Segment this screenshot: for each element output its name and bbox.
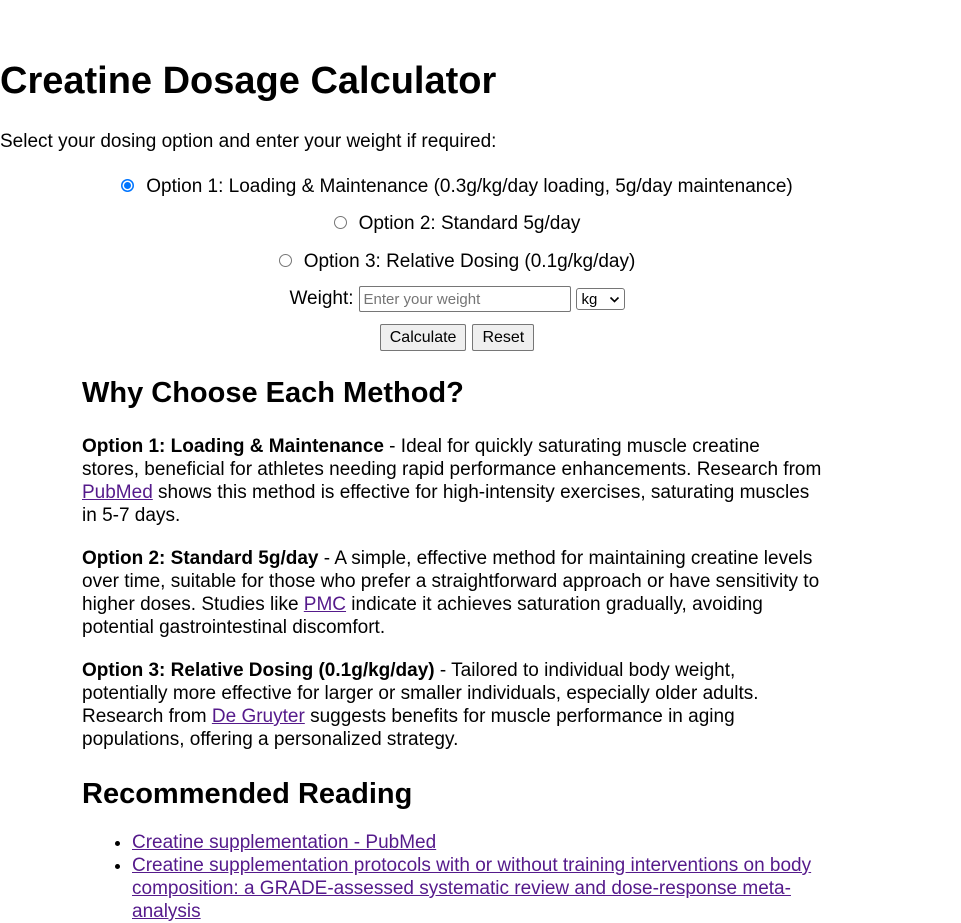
method-option-2-title: Option 2: Standard 5g/day — [82, 548, 319, 569]
weight-label: Weight: — [289, 288, 354, 309]
reading-list — [82, 831, 822, 923]
reading-link-2[interactable]: Creatine supplementation protocols with or without training interventions on body composition: a GRADE-assessed systematic review and dose-response meta-analysis — [132, 855, 812, 922]
page-title: Creatine Dosage Calculator — [0, 60, 497, 102]
method-option-3-title: Option 3: Relative Dosing (0.1g/kg/day) — [82, 660, 435, 681]
option-1-label: Option 1: Loading & Maintenance (0.3g/kg/day loading, 5g/day maintenance) — [146, 176, 793, 197]
de-gruyter-link[interactable]: De Gruyter — [211, 706, 305, 727]
why-heading: Why Choose Each Method? — [82, 377, 464, 409]
reset-button[interactable]: Reset — [472, 324, 534, 351]
option-3-radio-row[interactable] — [0, 251, 914, 273]
chevron-down-icon — [609, 290, 620, 310]
method-option-3 — [82, 659, 822, 751]
info-section — [82, 376, 822, 923]
calculate-button[interactable]: Calculate — [380, 324, 467, 351]
method-option-3-text-a: - Tailored to individual body weight, potentially more effective for larger or smaller individuals, especially older adults. Research from — [82, 660, 759, 727]
method-option-2-text-b: indicate it achieves saturation gradually, avoiding potential gastrointestinal discomfort. — [82, 594, 763, 638]
reading-link-1[interactable]: Creatine supplementation - PubMed — [132, 832, 437, 853]
instructions-text: Select your dosing option and enter your weight if required: — [0, 131, 497, 152]
method-option-1 — [82, 435, 822, 527]
list-item — [132, 831, 822, 854]
list-item — [132, 854, 822, 923]
recommended-reading-heading: Recommended Reading — [82, 778, 413, 810]
method-option-2-text-a: - A simple, effective method for maintaining creatine levels over time, suitable for those who prefer a straightforward approach or have sensitivity to higher doses. Studies like — [82, 548, 820, 615]
option-2-radio-row[interactable] — [0, 213, 914, 235]
pmc-link[interactable]: PMC — [303, 594, 347, 615]
option-3-label: Option 3: Relative Dosing (0.1g/kg/day) — [303, 251, 636, 272]
option-1-radio[interactable] — [121, 179, 134, 192]
option-2-label: Option 2: Standard 5g/day — [358, 213, 581, 234]
method-option-3-text-b: suggests benefits for muscle performance in aging populations, offering a personalized strategy. — [82, 706, 735, 750]
unit-select[interactable] — [576, 288, 625, 310]
method-option-2 — [82, 547, 822, 639]
unit-select-value: kg — [581, 290, 598, 308]
option-1-radio-row[interactable] — [0, 176, 914, 198]
pubmed-link[interactable]: PubMed — [82, 482, 153, 503]
method-option-1-text-b: shows this method is effective for high-intensity exercises, saturating muscles in 5-7 days. — [82, 482, 810, 526]
button-row — [0, 324, 914, 351]
option-3-radio[interactable] — [279, 254, 292, 267]
weight-row — [0, 286, 914, 312]
method-option-1-title: Option 1: Loading & Maintenance — [82, 436, 384, 457]
option-2-radio[interactable] — [334, 216, 347, 229]
weight-input[interactable] — [359, 286, 571, 312]
method-option-1-text-a: - Ideal for quickly saturating muscle creatine stores, beneficial for athletes needing rapid performance enhancements. Research from — [82, 436, 822, 480]
